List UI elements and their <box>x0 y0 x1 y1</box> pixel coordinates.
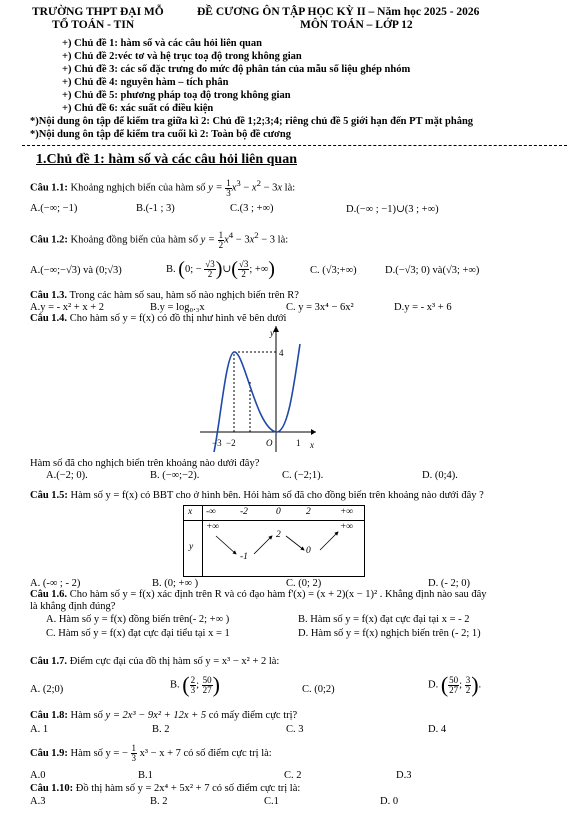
question-label: Câu 1.6. <box>30 589 68 600</box>
option-b[interactable]: B. 2 <box>152 724 170 735</box>
question-1-4-ask: Hàm số đã cho nghịch biến trên khoảng nào dưới đây? <box>30 458 260 469</box>
option-a[interactable]: A. Hàm số y = f(x) đồng biến trên(- 2; +∞ ) <box>46 614 230 625</box>
question-1-6 <box>30 589 487 600</box>
option-d[interactable]: D. (0;4). <box>422 470 458 481</box>
question-label: Câu 1.8: <box>30 710 68 721</box>
question-label: Câu 1.4. <box>30 313 68 324</box>
function-graph <box>200 324 320 454</box>
question-label: Câu 1.9: <box>30 747 68 759</box>
question-tail: là: <box>277 234 289 246</box>
table-x-value: 2 <box>306 507 311 517</box>
question-text: Cho hàm số y = f(x) xác định trên R và có đạo hàm f'(x) = (x + 2)(x − 1)² . Khẳng định nào sau đây <box>69 589 487 600</box>
question-text: Điểm cực đại của đồ thị hàm số y = x³ − x² + 2 là: <box>69 656 280 667</box>
table-y-value: 0 <box>306 546 311 556</box>
topic-item: +) Chủ đề 5: phương pháp toạ độ trong không gian <box>62 90 291 101</box>
question-1-1: Câu 1.1: Khoảng nghịch biến của hàm số y = $\frac{1}{3}$ $x^3 - x^2 - 3x$ là: <box>30 177 296 198</box>
option-c[interactable]: C. (0;2) <box>302 684 335 695</box>
option-d[interactable]: D.(−√3; 0) và(√3; +∞) <box>385 265 480 276</box>
department: TỔ TOÁN - TIN <box>52 19 135 31</box>
question-1-4 <box>30 313 286 324</box>
option-d[interactable]: D. 4 <box>428 724 447 735</box>
option-a[interactable]: A.y = - x² + x + 2 <box>30 302 104 313</box>
option-d[interactable]: D. 0 <box>380 796 399 807</box>
option-d[interactable]: D.y = - x³ + 6 <box>394 302 452 313</box>
option-b[interactable]: B.(-1 ; 3) <box>136 203 175 214</box>
table-x-label: x <box>188 507 193 517</box>
question-1-8 <box>30 710 297 721</box>
question-tail: x³ − x + 7 có số điểm cực trị là: <box>139 747 272 759</box>
table-y-label: y <box>189 542 194 552</box>
question-1-3 <box>30 290 299 301</box>
note-midterm: *)Nội dung ôn tập để kiểm tra giữa kì 2: Chủ đề 1;2;3;4; riêng chủ đề 5 giới hạn đến PT mặt phẳng <box>30 116 474 127</box>
option-b[interactable]: B.1 <box>138 770 153 781</box>
question-text: Cho hàm số y = f(x) có đồ thị như hình vẽ bên dưới <box>69 313 287 324</box>
question-1-7 <box>30 656 279 667</box>
option-c[interactable]: C.1 <box>264 796 279 807</box>
question-label: Câu 1.1: <box>30 182 68 194</box>
option-d[interactable]: D. ( $\frac{50}{27}$ ; $\frac{3}{2}$ ). <box>428 672 482 697</box>
section-title: 1.Chủ đề 1: hàm số và các câu hỏi liên quan <box>36 152 297 167</box>
separator <box>22 145 567 146</box>
y-tick: 4 <box>279 348 284 358</box>
option-b[interactable]: B. (−∞;−2). <box>150 470 200 481</box>
option-c[interactable]: C. (√3;+∞) <box>310 265 357 276</box>
option-d[interactable]: D.(−∞ ; −1)∪(3 ; +∞) <box>346 204 439 215</box>
x-tick: 1 <box>296 438 301 448</box>
x-axis-arrow <box>311 429 316 435</box>
question-label: Câu 1.2: <box>30 234 68 246</box>
question-1-10 <box>30 783 300 794</box>
option-b[interactable]: B. 2 <box>150 796 168 807</box>
option-c[interactable]: C. (0; 2) <box>286 578 322 589</box>
option-a[interactable]: A.0 <box>30 770 46 781</box>
topic-item: +) Chủ đề 4: nguyên hàm – tích phân <box>62 77 229 88</box>
option-b[interactable]: B. (0; +∞ ) <box>152 578 199 589</box>
table-x-value: -2 <box>240 507 248 517</box>
question-1-6-cont: là khẳng định đúng? <box>30 601 116 612</box>
question-label: Câu 1.3. <box>30 290 68 301</box>
table-x-value: +∞ <box>340 507 354 517</box>
option-c[interactable]: C. (−2;1). <box>282 470 324 481</box>
question-label: Câu 1.5: <box>30 490 68 501</box>
option-a[interactable]: A.(−∞;−√3) và (0;√3) <box>30 265 122 276</box>
table-y-value: 2 <box>276 530 281 540</box>
option-a[interactable]: A. (2;0) <box>30 684 64 695</box>
option-d[interactable]: D. (- 2; 0) <box>428 578 470 589</box>
option-a[interactable]: A. 1 <box>30 724 49 735</box>
table-y-value: +∞ <box>206 522 220 532</box>
question-text: Hàm số <box>70 710 103 721</box>
school-name: TRƯỜNG THPT ĐẠI MỖ <box>32 6 164 18</box>
subject-line: MÔN TOÁN – LỚP 12 <box>300 19 413 31</box>
x-tick: −3 <box>212 438 222 448</box>
table-arrows <box>202 520 364 576</box>
topic-item: +) Chủ đề 1: hàm số và các câu hỏi liên quan <box>62 38 262 49</box>
table-y-value: +∞ <box>340 522 354 532</box>
question-label: Câu 1.7. <box>30 656 68 667</box>
option-d[interactable]: D.3 <box>396 770 412 781</box>
topic-item: +) Chủ đề 3: các số đặc trưng đo mức độ phân tán của mẫu số liệu ghép nhóm <box>62 64 411 75</box>
topic-item: +) Chủ đề 6: xác suất có điều kiện <box>62 103 214 114</box>
variation-table <box>183 505 365 577</box>
option-c[interactable]: C. 2 <box>284 770 302 781</box>
option-b[interactable]: B.y = log₀.₃x <box>150 302 205 313</box>
option-c[interactable]: C. Hàm số y = f(x) đạt cực đại tiểu tại x = 1 <box>46 628 230 639</box>
question-1-5 <box>30 490 484 501</box>
x-label: x <box>310 440 314 450</box>
y-label: y <box>270 328 274 338</box>
option-c[interactable]: C. 3 <box>286 724 304 735</box>
option-a[interactable]: A. (-∞ ; - 2) <box>30 578 81 589</box>
table-x-value: 0 <box>276 507 281 517</box>
option-d[interactable]: D. Hàm số y = f(x) nghịch biến trên (- 2; 1) <box>298 628 481 639</box>
question-label: Câu 1.10: <box>30 783 74 794</box>
option-a[interactable]: A.(−∞; −1) <box>30 203 78 214</box>
option-b[interactable]: B. ( $\frac{2}{3}$ ; $\frac{50}{27}$ ) <box>170 672 220 697</box>
topic-item: +) Chủ đề 2:véc tơ và hệ trục toạ độ trong không gian <box>62 51 302 62</box>
question-tail: có mấy điểm cực trị? <box>208 710 298 721</box>
option-c[interactable]: C. y = 3x⁴ − 6x² <box>286 302 354 313</box>
option-c[interactable]: C.(3 ; +∞) <box>230 203 274 214</box>
question-text: Khoảng đồng biến của hàm số <box>70 234 198 246</box>
question-text: Hàm số y = f(x) có BBT cho ở hình bên. Hỏi hàm số đã cho đồng biến trên khoảng nào dưới đây ? <box>70 490 484 501</box>
question-tail: là: <box>284 182 296 194</box>
origin-label: O <box>266 438 273 448</box>
question-text: Khoảng nghịch biến của hàm số <box>70 182 206 194</box>
option-b[interactable]: B. Hàm số y = f(x) đạt cực đại tại x = - 2 <box>298 614 470 625</box>
x-tick: −2 <box>226 438 236 448</box>
question-text: Trong các hàm số sau, hàm số nào nghịch biến trên R? <box>69 290 299 301</box>
question-1-2: Câu 1.2: Khoảng đồng biến của hàm số y = $\frac{1}{2}$ $x^4 - 3x^2 - 3$ là: <box>30 229 289 250</box>
note-final: *)Nội dung ôn tập để kiểm tra cuối kì 2: Toàn bộ đề cương <box>30 129 291 140</box>
curve <box>214 344 300 452</box>
function-expression: y = 2x³ − 9x² + 12x + 5 <box>105 710 207 721</box>
option-a[interactable]: A.3 <box>30 796 46 807</box>
question-text: Hàm số y = <box>70 747 120 759</box>
question-text: Đồ thị hàm số y = 2x⁴ + 5x² + 7 có số điểm cực trị là: <box>75 783 301 794</box>
question-1-9: Câu 1.9: Hàm số y = − $\frac{1}{3}$ x³ − x + 7 có số điểm cực trị là: <box>30 743 272 763</box>
document-title: ĐỀ CƯƠNG ÔN TẬP HỌC KỲ II – Năm học 2025 - 2026 <box>197 6 480 18</box>
table-y-value: -1 <box>240 552 248 562</box>
table-x-value: -∞ <box>206 507 216 517</box>
option-a[interactable]: A.(−2; 0). <box>46 470 88 481</box>
option-b[interactable]: B. (0; − $\frac{√3}{2}$ )∪( $\frac{√3}{2}$ ; +∞) <box>166 258 275 280</box>
